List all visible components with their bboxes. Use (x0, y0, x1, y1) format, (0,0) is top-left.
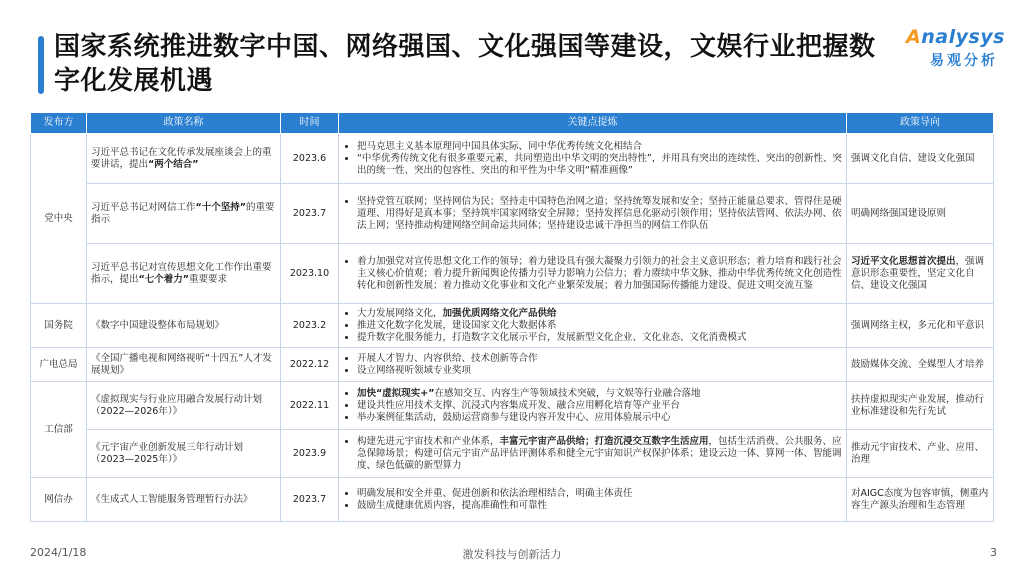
key-points-cell (339, 134, 847, 184)
direction-cell: 对AIGC态度为包容审慎，侧重内容生产源头治理和生态管理 (847, 478, 994, 522)
policy-name-cell: 《数字中国建设整体布局规划》 (87, 304, 281, 348)
key-point: • 提升数字化服务能力，打造数字文化展示平台，发展新型文化企业、文化业态、文化消费模式 (357, 332, 842, 344)
key-point: • 加快“虚拟现实+”在感知交互、内容生产等领域技术突破，与文娱等行业融合落地 (357, 388, 842, 400)
table-row (31, 134, 994, 184)
title-accent-bar (38, 36, 44, 94)
table-header-row (31, 113, 994, 134)
year-cell: 2023.7 (281, 184, 339, 244)
logo-wordmark: Analysys (906, 26, 1005, 48)
table-row (31, 304, 994, 348)
policy-name-cell: 《生成式人工智能服务管理暂行办法》 (87, 478, 281, 522)
table-row (31, 348, 994, 382)
direction-cell: 习近平文化思想首次提出，强调意识形态重要性，坚定文化自信、建设文化强国 (847, 244, 994, 304)
table-row (31, 382, 994, 430)
year-cell: 2023.10 (281, 244, 339, 304)
key-points-cell (339, 478, 847, 522)
table-row (31, 244, 994, 304)
footer-date: 2024/1/18 (30, 546, 87, 559)
table-row (31, 184, 994, 244)
page-title: 国家系统推进数字中国、网络强国、文化强国等建设，文娱行业把握数字化发展机遇 (54, 32, 876, 96)
policy-table (30, 112, 994, 522)
year-cell: 2023.6 (281, 134, 339, 184)
year-cell: 2022.12 (281, 348, 339, 382)
publisher-cell: 党中央 (31, 134, 87, 304)
policy-name-cell: 习近平总书记对宣传思想文化工作作出重要指示，提出“七个着力”重要要求 (87, 244, 281, 304)
header-publisher: 发布方 (31, 113, 87, 134)
key-point: • 鼓励生成健康优质内容，提高准确性和可靠性 (357, 500, 842, 512)
key-points-cell (339, 430, 847, 478)
logo-chinese-name: 易观分析 (930, 53, 998, 69)
policy-name-cell: 习近平总书记对网信工作“十个坚持”的重要指示 (87, 184, 281, 244)
key-point: • 推进文化数字化发展，建设国家文化大数据体系 (357, 320, 842, 332)
policy-name-cell: 《全国广播电视和网络视听“十四五”人才发展规划》 (87, 348, 281, 382)
key-point: • 开展人才智力、内容供给、技术创新等合作 (357, 353, 842, 365)
page-number: 3 (990, 546, 997, 559)
key-point: • 大力发展网络文化，加强优质网络文化产品供给 (357, 308, 842, 320)
direction-cell: 推动元宇宙技术、产业、应用、治理 (847, 430, 994, 478)
key-point: • 把马克思主义基本原理同中国具体实际、同中华优秀传统文化相结合 (357, 141, 842, 153)
publisher-cell: 广电总局 (31, 348, 87, 382)
header-policy-name: 政策名称 (87, 113, 281, 134)
key-point: • 明确发展和安全并重、促进创新和依法治理相结合，明确主体责任 (357, 488, 842, 500)
direction-cell: 鼓励媒体交流、全媒型人才培养 (847, 348, 994, 382)
key-points-cell (339, 348, 847, 382)
key-point: • 坚持党管互联网；坚持网信为民；坚持走中国特色治网之道；坚持统筹发展和安全；坚持正能量总要求、管得住是硬道理、用得好是真本事；坚持筑牢国家网络安全屏障；坚持发挥信息化驱动引领作用；坚持依法管网、依法办网、依法上网；坚持推动构建网络空间命运共同体；坚持建设忠诚干净担当的网信工作队伍 (357, 196, 842, 232)
header-time: 时间 (281, 113, 339, 134)
direction-cell: 明确网络强国建设原则 (847, 184, 994, 244)
direction-cell: 扶持虚拟现实产业发展，推动行业标准建设和先行先试 (847, 382, 994, 430)
key-points-cell (339, 304, 847, 348)
key-points-cell (339, 184, 847, 244)
direction-cell: 强调文化自信、建设文化强国 (847, 134, 994, 184)
key-point: • 举办案例征集活动，鼓励运营商参与建设内容开发中心、应用体验展示中心 (357, 412, 842, 424)
policy-name-cell: 《虚拟现实与行业应用融合发展行动计划（2022—2026年）》 (87, 382, 281, 430)
key-point: • 建设共性应用技术支撑、沉浸式内容集成开发、融合应用孵化培育等产业平台 (357, 400, 842, 412)
direction-cell: 强调网络主权，多元化和平意识 (847, 304, 994, 348)
publisher-cell: 网信办 (31, 478, 87, 522)
year-cell: 2022.11 (281, 382, 339, 430)
footer-slogan: 激发科技与创新活力 (462, 548, 562, 561)
key-points-cell (339, 244, 847, 304)
key-point: • 着力加强党对宣传思想文化工作的领导；着力建设具有强大凝聚力引领力的社会主义意识形态；着力培育和践行社会主义核心价值观；着力提升新闻舆论传播力引导力影响力公信力；着力赓续中华文脉、推动中华优秀传统文化创造性转化和创新性发展；着力推动文化事业和文化产业繁荣发展；着力加强国际传播能力建设、促进文明交流互鉴 (357, 256, 842, 292)
key-point: • 构建先进元宇宙技术和产业体系，丰富元宇宙产品供给；打造沉浸交互数字生活应用，包括生活消费、公共服务、应急保障场景；构建可信元宇宙产品评估评测体系和健全元宇宙知识产权保护体系；建设云边一体、算网一体、智能调度、绿色低碳的新型算力 (357, 436, 842, 472)
publisher-cell: 国务院 (31, 304, 87, 348)
publisher-cell: 工信部 (31, 382, 87, 478)
table-row (31, 478, 994, 522)
key-point: • “中华优秀传统文化有很多重要元素，共同塑造出中华文明的突出特性”，并用具有突出的连续性、突出的创新性、突出的统一性、突出的包容性、突出的和平性为中华文明“精准画像” (357, 153, 842, 177)
year-cell: 2023.2 (281, 304, 339, 348)
key-point: • 设立网络视听领域专业奖项 (357, 365, 842, 377)
year-cell: 2023.7 (281, 478, 339, 522)
header-direction: 政策导向 (847, 113, 994, 134)
table-row (31, 430, 994, 478)
header-key-points: 关键点提炼 (339, 113, 847, 134)
year-cell: 2023.9 (281, 430, 339, 478)
analysys-logo (906, 26, 1006, 76)
policy-name-cell: 习近平总书记在文化传承发展座谈会上的重要讲话，提出“两个结合” (87, 134, 281, 184)
policy-name-cell: 《元宇宙产业创新发展三年行动计划（2023—2025年）》 (87, 430, 281, 478)
key-points-cell (339, 382, 847, 430)
